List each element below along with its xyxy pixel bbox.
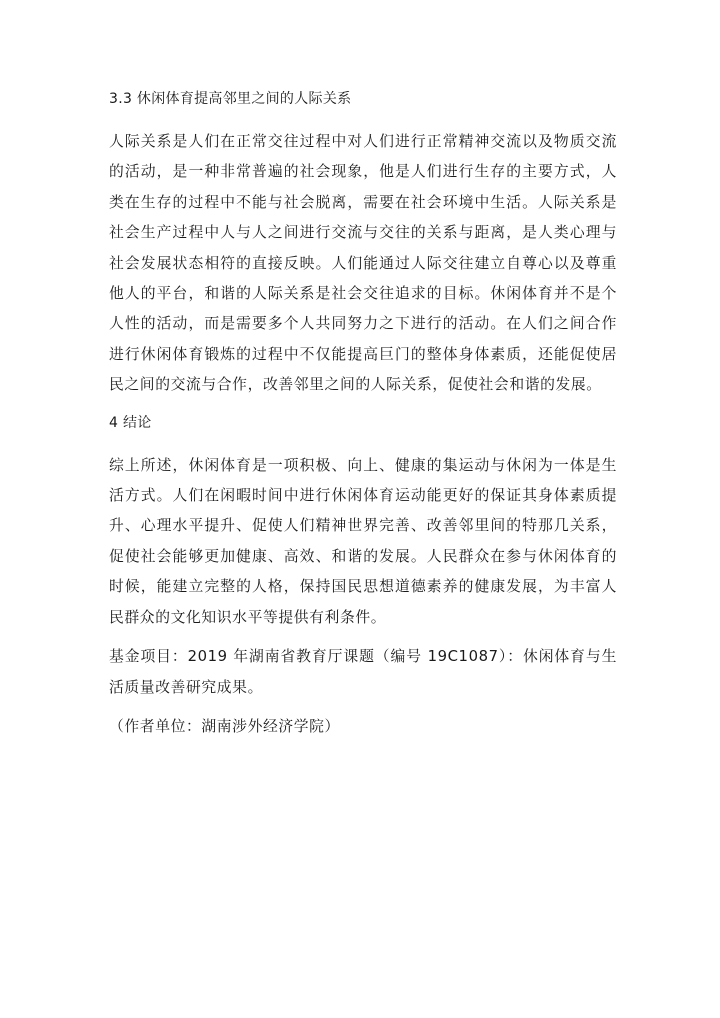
author-unit: （作者单位：湖南涉外经济学院） <box>109 717 340 735</box>
section-4-heading: 4 结论 <box>109 414 152 431</box>
section-3-3-heading: 3.3 休闲体育提高邻里之间的人际关系 <box>109 91 352 107</box>
section-4-paragraph: 综上所述，休闲体育是一项积极、向上、健康的集运动与休闲为一体是生活方式。人们在闲暇时间中进行休闲体育运动能更好的保证其身体素质提升、心理水平提升、促使人们精神世界完善、改善邻里间的特那几关系，促使社会能够更加健康、高效、和谐的发展。人民群众在参与休闲体育的时候，能建立完整的人格，保持国民思想道德素养的健康发展，为丰富人民群众的文化知识水平等提供有利条件。 <box>109 456 617 626</box>
funding-note: 基金项目：2019 年湖南省教育厅课题（编号 19C1087）：休闲体育与生活质量改善研究成果。 <box>109 648 617 696</box>
document-body <box>109 86 617 751</box>
section-3-3-paragraph: 人际关系是人们在正常交往过程中对人们进行正常精神交流以及物质交流的活动，是一种非常普遍的社会现象，他是人们进行生存的主要方式，人类在生存的过程中不能与社会脱离，需要在社会环境中生活。人际关系是社会生产过程中人与人之间进行交流与交往的关系与距离，是人类心理与社会发展状态相符的直接反映。人们能通过人际交往建立自尊心以及尊重他人的平台，和谐的人际关系是社会交往追求的目标。休闲体育并不是个人性的活动，而是需要多个人共同努力之下进行的活动。在人们之间合作进行休闲体育锻炼的过程中不仅能提高巨门的整体身体素质，还能促使居民之间的交流与合作，改善邻里之间的人际关系，促使社会和谐的发展。 <box>109 133 617 394</box>
